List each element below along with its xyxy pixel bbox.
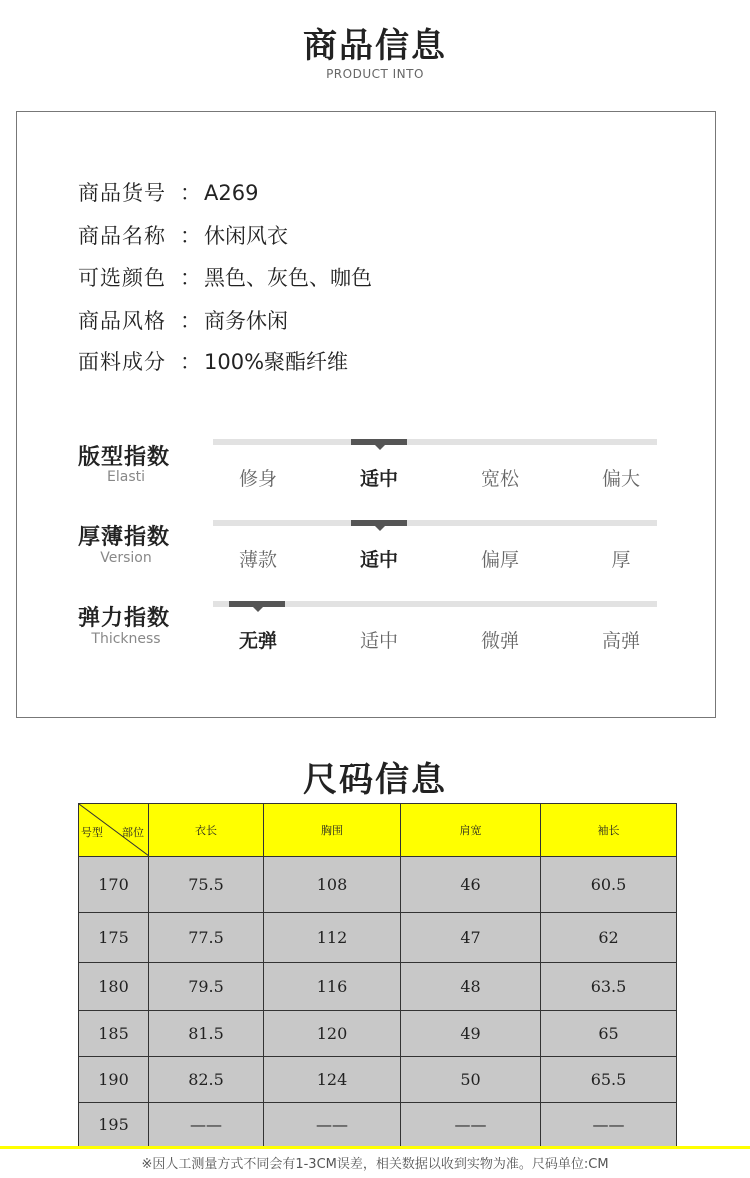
table-cell: 62 bbox=[541, 913, 677, 963]
info-colon: ： bbox=[180, 309, 201, 333]
index-indicator bbox=[229, 601, 285, 607]
index-track bbox=[213, 601, 657, 607]
page-title: 商品信息 bbox=[303, 26, 447, 66]
index-option: 无弹 bbox=[238, 630, 277, 652]
index-track bbox=[213, 439, 657, 445]
index-option: 宽松 bbox=[480, 468, 519, 490]
info-value: 商务休闲 bbox=[204, 309, 288, 333]
info-label: 面料成分 bbox=[78, 350, 166, 374]
table-cell: 77.5 bbox=[149, 913, 264, 963]
table-cell: 50 bbox=[401, 1057, 541, 1103]
table-cell: 82.5 bbox=[149, 1057, 264, 1103]
table-cell: 79.5 bbox=[149, 963, 264, 1011]
info-row bbox=[78, 177, 258, 207]
info-label: 商品货号 bbox=[78, 181, 166, 205]
table-cell: 75.5 bbox=[149, 857, 264, 913]
info-row bbox=[78, 305, 288, 335]
page-subtitle: PRODUCT INTO bbox=[326, 67, 424, 81]
table-cell: 116 bbox=[264, 963, 401, 1011]
table-cell: 65 bbox=[541, 1011, 677, 1057]
index-option: 适中 bbox=[359, 549, 398, 571]
info-value: 休闲风衣 bbox=[204, 224, 288, 248]
table-row bbox=[79, 1011, 677, 1057]
table-cell: 120 bbox=[264, 1011, 401, 1057]
index-option: 适中 bbox=[359, 630, 398, 652]
index-indicator bbox=[351, 439, 407, 445]
table-row bbox=[79, 963, 677, 1011]
index-track bbox=[213, 520, 657, 526]
table-cell: —— bbox=[264, 1103, 401, 1147]
index-option: 修身 bbox=[238, 468, 277, 490]
index-option: 高弹 bbox=[601, 630, 640, 652]
info-value: A269 bbox=[204, 181, 259, 205]
index-subtitle: Version bbox=[100, 550, 152, 566]
table-cell: 108 bbox=[264, 857, 401, 913]
size-footnote: ※因人工测量方式不同会有1-3CM误差，相关数据以收到实物为准。尺码单位:CM bbox=[141, 1157, 609, 1172]
table-row bbox=[79, 1057, 677, 1103]
table-header: 袖长 bbox=[541, 804, 677, 857]
index-title: 弹力指数 bbox=[78, 606, 171, 631]
table-cell: 63.5 bbox=[541, 963, 677, 1011]
table-cell: 48 bbox=[401, 963, 541, 1011]
index-option: 微弹 bbox=[480, 630, 519, 652]
table-cell: 47 bbox=[401, 913, 541, 963]
index-option: 适中 bbox=[359, 468, 398, 490]
info-colon: ： bbox=[180, 224, 201, 248]
table-cell: 170 bbox=[79, 857, 149, 913]
table-cell: 49 bbox=[401, 1011, 541, 1057]
index-subtitle: Thickness bbox=[91, 631, 161, 647]
table-corner-cell bbox=[79, 804, 149, 857]
info-row bbox=[78, 220, 288, 250]
table-row bbox=[79, 1103, 677, 1147]
table-header: 胸围 bbox=[264, 804, 401, 857]
corner-label-size: 号型 bbox=[81, 826, 103, 839]
yellow-divider bbox=[0, 1146, 750, 1149]
table-header: 衣长 bbox=[149, 804, 264, 857]
table-cell: 195 bbox=[79, 1103, 149, 1147]
table-cell: 175 bbox=[79, 913, 149, 963]
info-colon: ： bbox=[180, 350, 201, 374]
index-subtitle: Elasti bbox=[107, 469, 145, 485]
table-cell: 81.5 bbox=[149, 1011, 264, 1057]
table-row bbox=[79, 913, 677, 963]
table-cell: 46 bbox=[401, 857, 541, 913]
index-option: 厚 bbox=[611, 549, 631, 571]
info-colon: ： bbox=[180, 266, 201, 290]
index-indicator bbox=[351, 520, 407, 526]
info-value: 100%聚酯纤维 bbox=[204, 350, 349, 374]
table-cell: 124 bbox=[264, 1057, 401, 1103]
table-header-row bbox=[79, 804, 677, 857]
info-colon: ： bbox=[180, 181, 201, 205]
index-option: 偏大 bbox=[601, 468, 640, 490]
table-row bbox=[79, 857, 677, 913]
table-cell: 60.5 bbox=[541, 857, 677, 913]
table-cell: 180 bbox=[79, 963, 149, 1011]
info-row bbox=[78, 346, 348, 376]
table-cell: 65.5 bbox=[541, 1057, 677, 1103]
index-title: 厚薄指数 bbox=[78, 525, 171, 550]
table-cell: —— bbox=[541, 1103, 677, 1147]
info-label: 商品名称 bbox=[78, 224, 166, 248]
table-cell: 190 bbox=[79, 1057, 149, 1103]
table-cell: 185 bbox=[79, 1011, 149, 1057]
info-label: 商品风格 bbox=[78, 309, 166, 333]
table-cell: —— bbox=[401, 1103, 541, 1147]
index-title: 版型指数 bbox=[78, 445, 171, 470]
size-section-title: 尺码信息 bbox=[303, 760, 447, 800]
size-table bbox=[78, 803, 677, 1147]
table-cell: 112 bbox=[264, 913, 401, 963]
info-label: 可选颜色 bbox=[78, 266, 166, 290]
table-header: 肩宽 bbox=[401, 804, 541, 857]
index-option: 薄款 bbox=[238, 549, 277, 571]
corner-label-part: 部位 bbox=[122, 826, 144, 839]
table-cell: —— bbox=[149, 1103, 264, 1147]
index-option: 偏厚 bbox=[480, 549, 519, 571]
info-value: 黑色、灰色、咖色 bbox=[204, 266, 372, 290]
info-row bbox=[78, 262, 372, 292]
